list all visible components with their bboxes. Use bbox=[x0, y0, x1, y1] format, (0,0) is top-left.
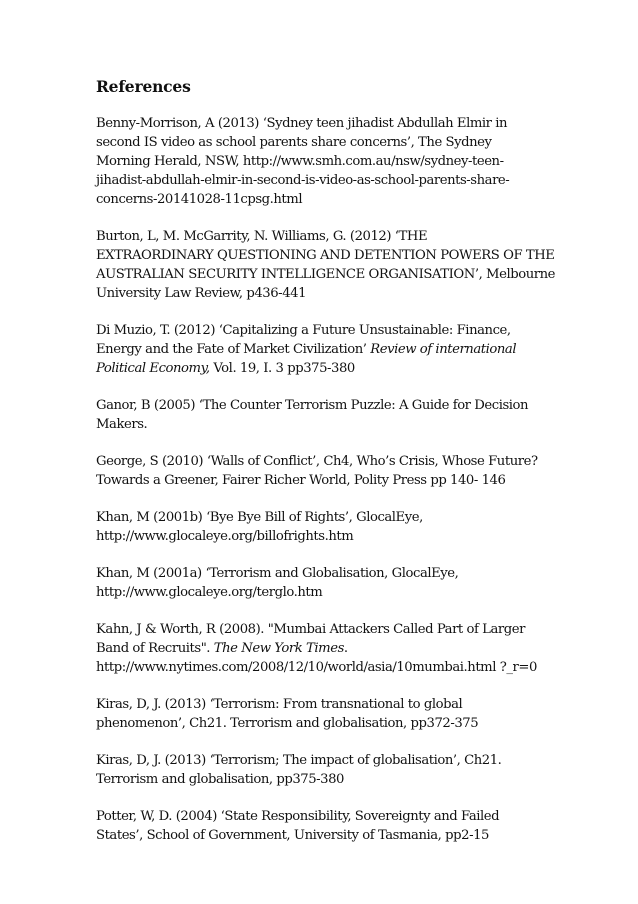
reference-line: Benny-Morrison, A (2013) ‘Sydney teen jihadist Abdullah Elmir in bbox=[96, 116, 508, 131]
reference-line: Burton, L, M. McGarrity, N. Williams, G. (2012) ‘THE bbox=[96, 229, 428, 244]
reference-kahn-worth-2008 bbox=[96, 620, 558, 677]
reference-line: States’, School of Government, University of Tasmania, pp2-15 bbox=[96, 828, 489, 843]
reference-text: . http://www.nytimes.com/2008/12/10/world/asia/10mumbai.html ?_r=0 bbox=[96, 641, 537, 675]
reference-text: Di Muzio, T. (2012) ‘Capitalizing a Future Unsustainable: Finance, Energy and the Fate of Market Civilization’ bbox=[96, 323, 511, 357]
reference-line: Towards a Greener, Fairer Richer World, Polity Press pp 140- 146 bbox=[96, 473, 506, 488]
reference-line: Kiras, D, J. (2013) ‘Terrorism: From transnational to global bbox=[96, 697, 463, 712]
reference-benny-morrison-2013 bbox=[96, 114, 558, 209]
reference-line: EXTRAORDINARY QUESTIONING AND DETENTION POWERS OF THE bbox=[96, 248, 555, 263]
references-heading: References bbox=[96, 77, 191, 96]
reference-line: phenomenon’, Ch21. Terrorism and globalisation, pp372-375 bbox=[96, 716, 479, 731]
reference-list bbox=[96, 114, 558, 845]
reference-line: Potter, W, D. (2004) ‘State Responsibility, Sovereignty and Failed bbox=[96, 809, 500, 824]
reference-khan-2001a bbox=[96, 564, 558, 602]
reference-line: Khan, M (2001b) ‘Bye Bye Bill of Rights’, GlocalEye, bbox=[96, 510, 423, 525]
reference-line: University Law Review, p436-441 bbox=[96, 286, 307, 301]
reference-di-muzio-2012 bbox=[96, 321, 558, 378]
reference-potter-2004 bbox=[96, 807, 558, 845]
reference-ganor-2005 bbox=[96, 396, 558, 434]
reference-link: http://www.glocaleye.org/billofrights.htm bbox=[96, 529, 354, 544]
reference-line: Ganor, B (2005) ‘The Counter Terrorism Puzzle: A Guide for Decision bbox=[96, 398, 529, 413]
reference-burton-2012 bbox=[96, 227, 558, 303]
reference-line: Kiras, D, J. (2013) ‘Terrorism; The impact of globalisation’, Ch21. bbox=[96, 753, 502, 768]
reference-line: concerns-20141028-11cpsg.html bbox=[96, 192, 303, 207]
reference-line: Morning Herald, NSW, http://www.smh.com.au/nsw/sydney-teen- bbox=[96, 154, 504, 169]
reference-text: Vol. 19, I. 3 pp375-380 bbox=[209, 361, 355, 376]
reference-text: Kahn, J & Worth, R (2008). "Mumbai Attackers Called Part of Larger Band of Recruits". bbox=[96, 622, 525, 656]
reference-line: AUSTRALIAN SECURITY INTELLIGENCE ORGANISATION’, Melbourne bbox=[96, 267, 556, 282]
reference-italic-newspaper: The New York Times bbox=[213, 641, 344, 656]
reference-line: second IS video as school parents share concerns’, The Sydney bbox=[96, 135, 492, 150]
reference-kiras-2013-impact bbox=[96, 751, 558, 789]
reference-kiras-2013-transnational bbox=[96, 695, 558, 733]
reference-line: Makers. bbox=[96, 417, 148, 432]
reference-george-2010 bbox=[96, 452, 558, 490]
reference-line: George, S (2010) ‘Walls of Conflict’, Ch4, Who’s Crisis, Whose Future? bbox=[96, 454, 538, 469]
reference-khan-2001b bbox=[96, 508, 558, 546]
reference-line: jihadist-abdullah-elmir-in-second-is-video-as-school-parents-share- bbox=[96, 173, 510, 188]
reference-link: http://www.glocaleye.org/terglo.htm bbox=[96, 585, 323, 600]
reference-line: Khan, M (2001a) ‘Terrorism and Globalisation, GlocalEye, bbox=[96, 566, 459, 581]
reference-line: Terrorism and globalisation, pp375-380 bbox=[96, 772, 344, 787]
reference-italic-journal: Review of international Political Economy, bbox=[96, 342, 517, 376]
